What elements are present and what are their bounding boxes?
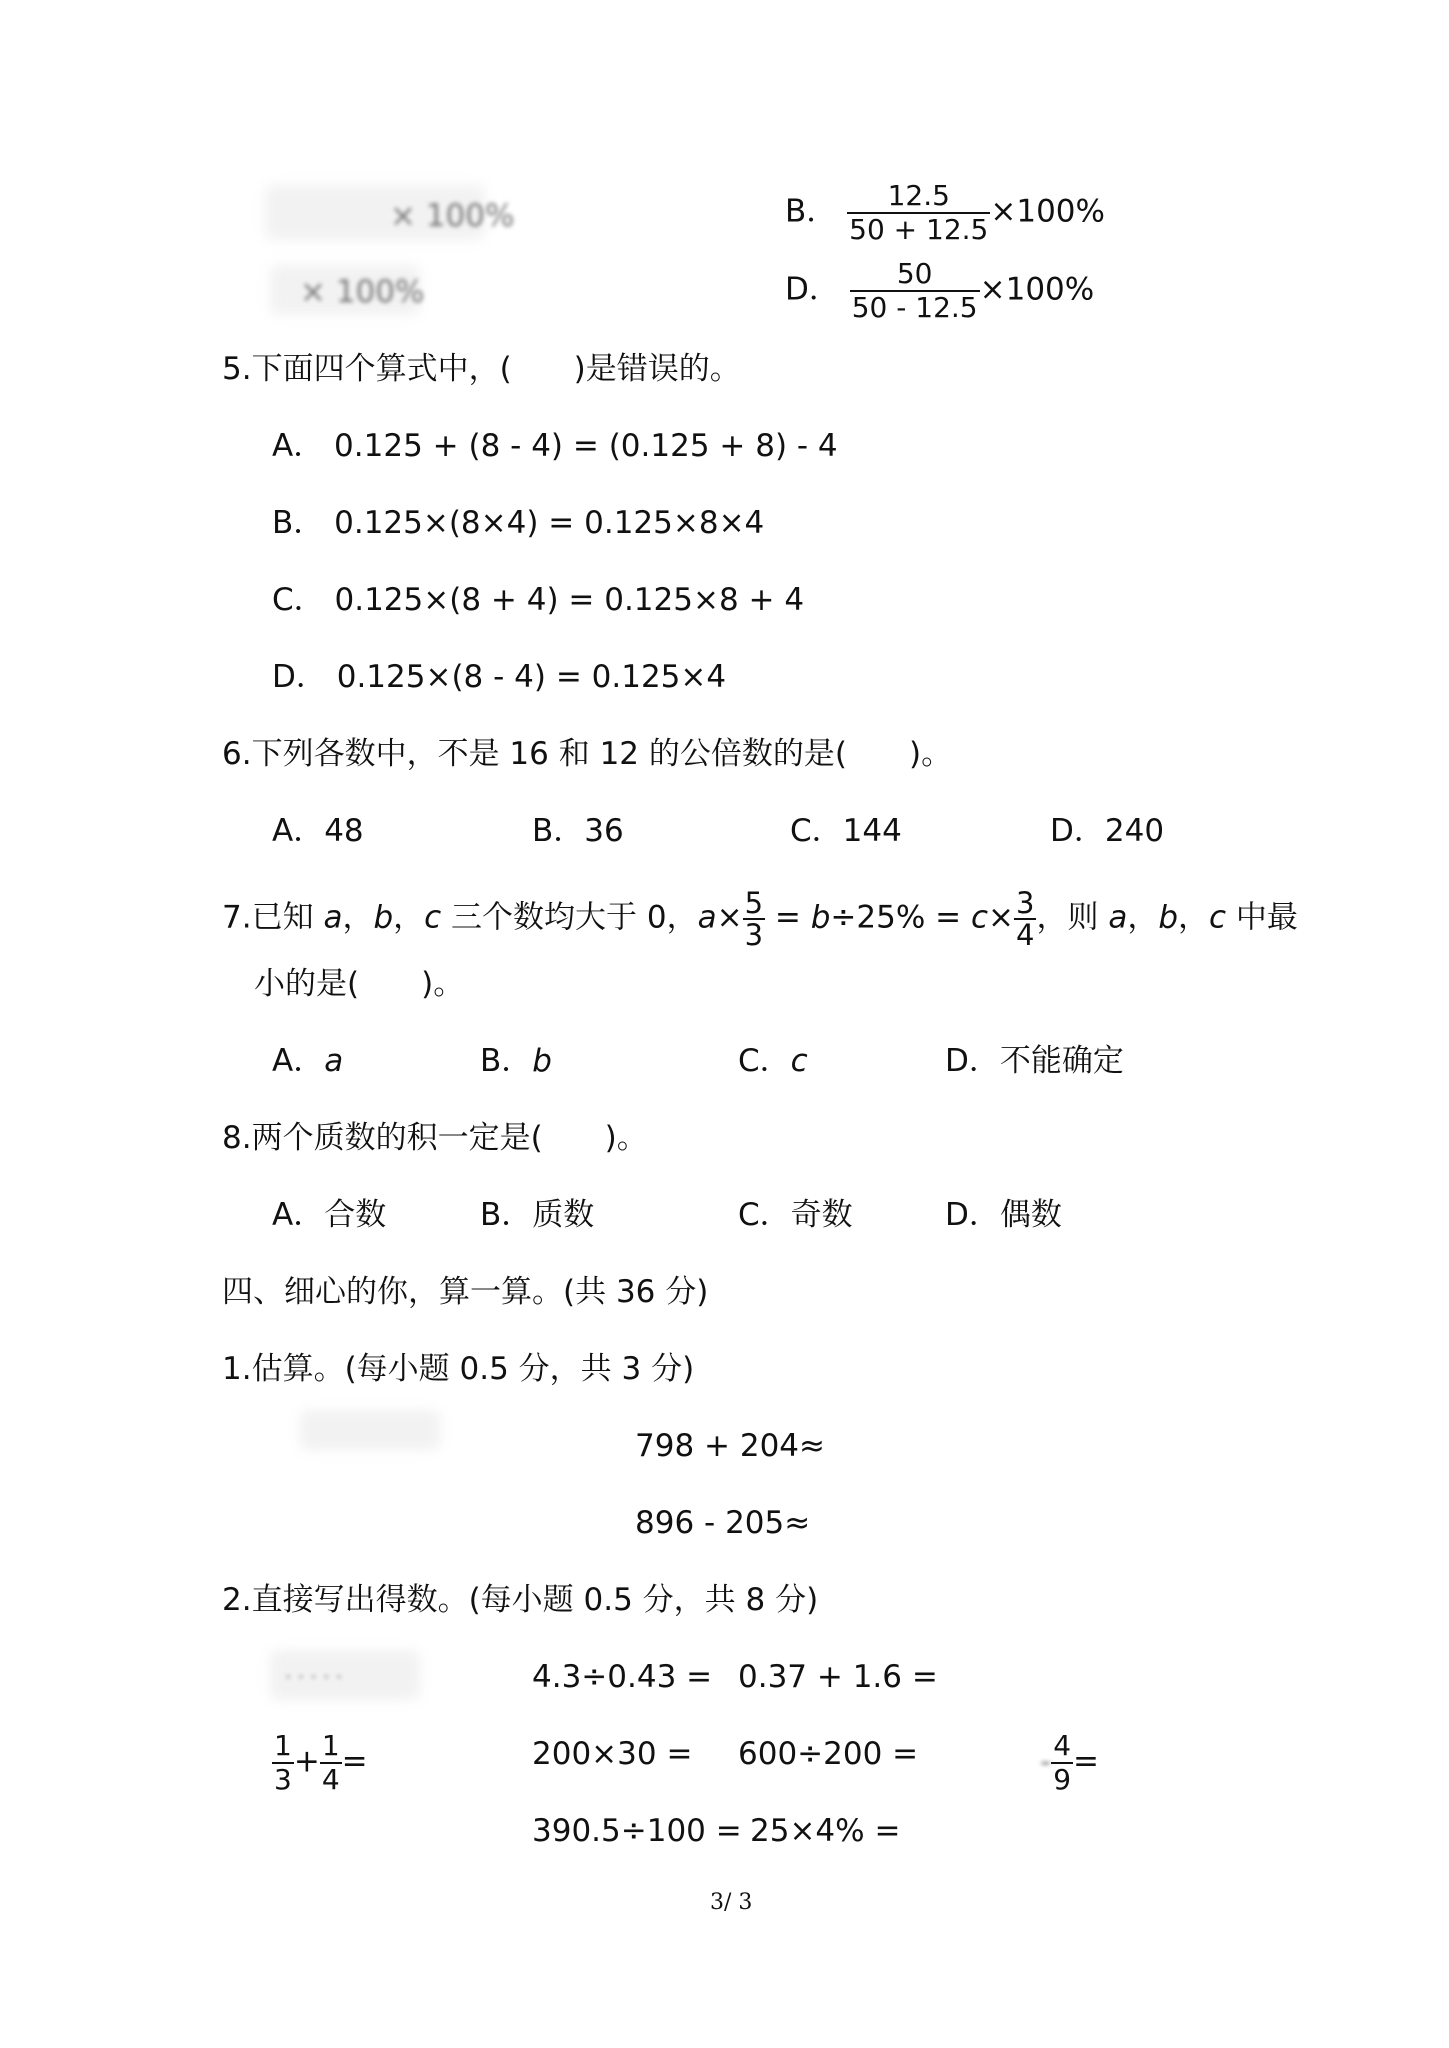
- comma: ，: [393, 899, 425, 936]
- denominator: 3: [274, 1763, 292, 1796]
- option-label: C．: [738, 1043, 791, 1079]
- q7-option-d: D．不能确定: [945, 1043, 1124, 1079]
- fraction: [850, 258, 980, 324]
- page-number: 3/ 3: [710, 1890, 753, 1915]
- denominator: 4: [1016, 918, 1035, 952]
- calc-390.5-div-100: 390.5÷100 =: [532, 1813, 742, 1849]
- var-a: a: [697, 899, 717, 936]
- div-25pct: ÷25% =: [830, 899, 971, 936]
- calc-0.37-plus-1.6: 0.37 + 1.6 =: [738, 1659, 938, 1695]
- times-sign: ×: [988, 899, 1015, 936]
- q8-stem: 8.两个质数的积一定是( )。: [222, 1120, 648, 1156]
- q4-option-b: [785, 180, 1105, 246]
- q6-option-c: C．144: [790, 813, 902, 849]
- fraction: [847, 180, 990, 246]
- times-sign: ×: [716, 899, 743, 936]
- denominator: 3: [744, 918, 764, 952]
- estimate-item-1: 798 + 204≈: [635, 1428, 825, 1464]
- comma: ，: [342, 899, 374, 936]
- q8-option-d: D．偶数: [945, 1197, 1062, 1233]
- numerator: 1: [321, 1729, 340, 1762]
- calc-4.3-div-0.43: 4.3÷0.43 =: [532, 1659, 713, 1695]
- numerator: 12.5: [887, 179, 950, 212]
- equals: =: [341, 1743, 368, 1780]
- part-1-title: 1.估算。(每小题 0.5 分，共 3 分): [222, 1351, 695, 1387]
- calc-fraction-sum: [272, 1730, 368, 1796]
- equals: =: [1073, 1743, 1099, 1780]
- q6-option-a: A．48: [272, 813, 364, 849]
- denominator: 9: [1053, 1763, 1072, 1796]
- suffix: ×100%: [979, 271, 1095, 308]
- numerator: 5: [744, 886, 764, 920]
- estimate-item-2: 896 - 205≈: [635, 1505, 811, 1541]
- part-2-title: 2.直接写出得数。(每小题 0.5 分，共 8 分): [222, 1582, 819, 1618]
- denominator: 4: [321, 1763, 340, 1796]
- var-c: c: [970, 899, 989, 936]
- option-label: A．: [272, 1043, 325, 1079]
- q5-option-d: D． 0.125×(8 - 4) = 0.125×4: [272, 659, 727, 695]
- fraction-3-4: [1014, 888, 1036, 950]
- scan-smudge: [300, 1410, 440, 1450]
- q7-option-a: [272, 1042, 343, 1080]
- var-b: b: [373, 899, 394, 936]
- fraction-1-4: [320, 1730, 342, 1796]
- blurred-item: · · · · ·: [285, 1665, 343, 1689]
- q6-option-d: D．240: [1050, 813, 1165, 849]
- q7-stem-line2: 小的是( )。: [254, 966, 465, 1002]
- option-label: B．: [785, 193, 838, 230]
- q8-option-c: C．奇数: [738, 1197, 853, 1233]
- stem-text: 三个数均大于 0，: [441, 899, 698, 936]
- option-label: B．: [480, 1043, 533, 1079]
- q6-option-b: B．36: [532, 813, 624, 849]
- q8-option-b: B．质数: [480, 1197, 595, 1233]
- comma: ，: [1127, 899, 1159, 936]
- q6-stem: 6.下列各数中，不是 16 和 12 的公倍数的是( )。: [222, 736, 953, 772]
- var-a: a: [1108, 899, 1128, 936]
- var-a: a: [324, 1043, 344, 1079]
- denominator: 50 + 12.5: [849, 213, 989, 246]
- q5-option-b: B． 0.125×(8×4) = 0.125×8×4: [272, 505, 765, 541]
- suffix: ×100%: [990, 193, 1105, 230]
- equals: =: [765, 899, 811, 936]
- q4-option-c-fragment: × 100%: [300, 274, 425, 310]
- var-b: b: [1158, 899, 1179, 936]
- stem-text: ，则: [1036, 899, 1109, 936]
- numerator: 3: [1016, 886, 1035, 920]
- var-b: b: [532, 1043, 552, 1079]
- fraction-1-3: [272, 1730, 294, 1796]
- fraction-5-3: [743, 888, 765, 950]
- stem-text: 7.已知: [222, 899, 324, 936]
- var-a: a: [323, 899, 343, 936]
- q5-option-c: C． 0.125×(8 + 4) = 0.125×8 + 4: [272, 582, 805, 618]
- q7-option-c: [738, 1042, 808, 1080]
- q4-option-d: [785, 258, 1094, 324]
- var-c: c: [424, 899, 442, 936]
- plus-sign: +: [293, 1743, 320, 1780]
- stem-text: 中最: [1226, 899, 1298, 936]
- option-label: D．: [785, 271, 840, 308]
- fraction-4-9: [1051, 1730, 1073, 1796]
- q8-option-a: A．合数: [272, 1197, 387, 1233]
- numerator: 50: [896, 257, 933, 290]
- q5-stem: 5.下面四个算式中，( )是错误的。: [222, 351, 741, 387]
- q4-option-a-fragment: × 100%: [390, 198, 515, 234]
- var-c: c: [790, 1043, 808, 1079]
- calc-minus-four-ninths: [1040, 1730, 1099, 1796]
- calc-200-times-30: 200×30 =: [532, 1736, 693, 1772]
- numerator: 1: [274, 1729, 292, 1762]
- calc-25-times-4pct: 25×4% =: [750, 1813, 901, 1849]
- q5-option-a: A． 0.125 + (8 - 4) = (0.125 + 8) - 4: [272, 428, 838, 464]
- section-4-heading: 四、细心的你，算一算。(共 36 分): [222, 1274, 709, 1310]
- q7-option-b: [480, 1042, 552, 1080]
- var-c: c: [1209, 899, 1227, 936]
- comma: ，: [1178, 899, 1210, 936]
- numerator: 4: [1053, 1729, 1072, 1762]
- minus-sign: -: [1040, 1743, 1052, 1780]
- q7-stem: [222, 888, 1298, 950]
- denominator: 50 - 12.5: [851, 291, 978, 324]
- calc-600-div-200: 600÷200 =: [738, 1736, 919, 1772]
- var-b: b: [810, 899, 831, 936]
